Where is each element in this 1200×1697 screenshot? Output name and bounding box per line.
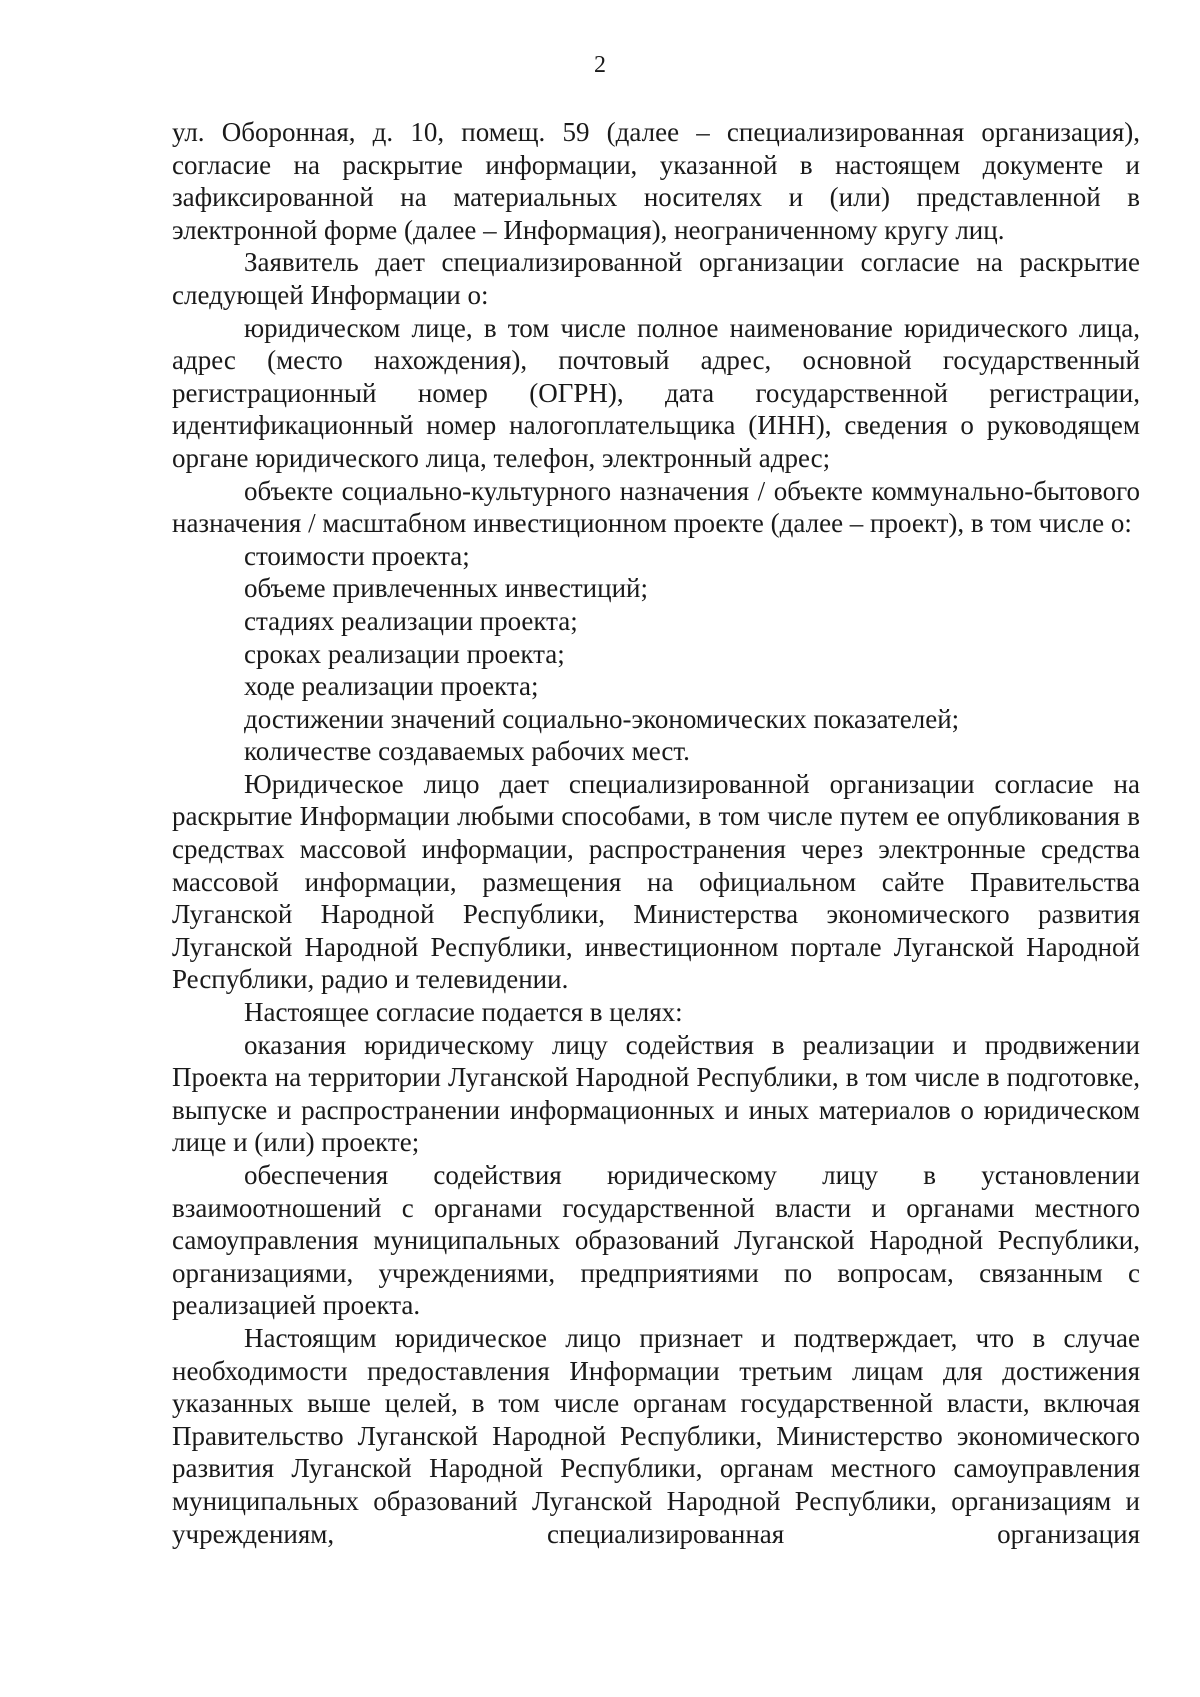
paragraph-disclosure-methods: Юридическое лицо дает специализированной организации согласие на раскрытие Информации любыми способами, в том числе путем ее опубликования в средствах массовой информации, распространения через электронные средства массовой информации, размещения на официальном сайте Правительства Луганской Народной Республики, Министерства экономического развития Луганской Народной Республики, инвестиционном портале Луганской Народной Республики, радио и телевидении. (172, 768, 1140, 995)
list-item-project-terms: сроках реализации проекта; (244, 638, 565, 669)
list-item-investment-volume: объеме привлеченных инвестиций; (244, 573, 648, 604)
page-number: 2 (594, 52, 606, 78)
paragraph-disclosure-consent: Заявитель дает специализированной организации согласие на раскрытие следующей Информации о: (172, 247, 1140, 310)
list-item-socioeconomic-indicators: достижении значений социально-экономических показателей; (244, 703, 960, 734)
list-item-project-cost: стоимости проекта; (244, 540, 470, 571)
list-item-project-progress: ходе реализации проекта; (244, 671, 539, 702)
paragraph-project-info: объекте социально-культурного назначения / объекте коммунально-бытового назначения / масштабном инвестиционном проекте (далее – проект), в том числе о: (172, 475, 1140, 539)
paragraph-purpose-assistance: оказания юридическому лицу содействия в реализации и продвижении Проекта на территории Луганской Народной Республики, в том числе в подготовке, выпуске и распространении информационных и иных материалов о юридическом лице и (или) проекте; (172, 1029, 1140, 1158)
paragraph-purpose-relations: обеспечения содействия юридическому лицу в установлении взаимоотношений с органами государственной власти и органами местного самоуправления муниципальных образований Луганской Народной Республики, организациями, учреждениями, предприятиями по вопросам, связанным с реализацией проекта. (172, 1160, 1140, 1321)
paragraph-consent-purposes: Настоящее согласие подается в целях: (244, 997, 683, 1028)
list-item-project-stages: стадиях реализации проекта; (244, 605, 578, 636)
list-item-jobs-created: количестве создаваемых рабочих мест. (244, 736, 690, 767)
document-body (172, 116, 1140, 1550)
paragraph-legal-entity-info: юридическом лице, в том числе полное наименование юридического лица, адрес (место нахождения), почтовый адрес, основной государственный регистрационный номер (ОГРН), дата государственной регистрации, идентификационный номер налогоплательщика (ИНН), сведения о руководящем органе юридического лица, телефон, электронный адрес; (172, 312, 1140, 473)
paragraph-third-party-acknowledgement: Настоящим юридическое лицо признает и подтверждает, что в случае необходимости предоставления Информации третьим лицам для достижения указанных выше целей, в том числе органам государственной власти, включая Правительство Луганской Народной Республики, Министерство экономического развития Луганской Народной Республики, органам местного самоуправления муниципальных образований Луганской Народной Республики, организациям и учреждениям, специализированная организация (172, 1322, 1140, 1549)
paragraph-consent-intro: ул. Оборонная, д. 10, помещ. 59 (далее – специализированная организация), согласие на раскрытие информации, указанной в настоящем документе и зафиксированной на материальных носителях и (или) представленной в электронной форме (далее – Информация), неограниченному кругу лиц. (172, 117, 1140, 245)
